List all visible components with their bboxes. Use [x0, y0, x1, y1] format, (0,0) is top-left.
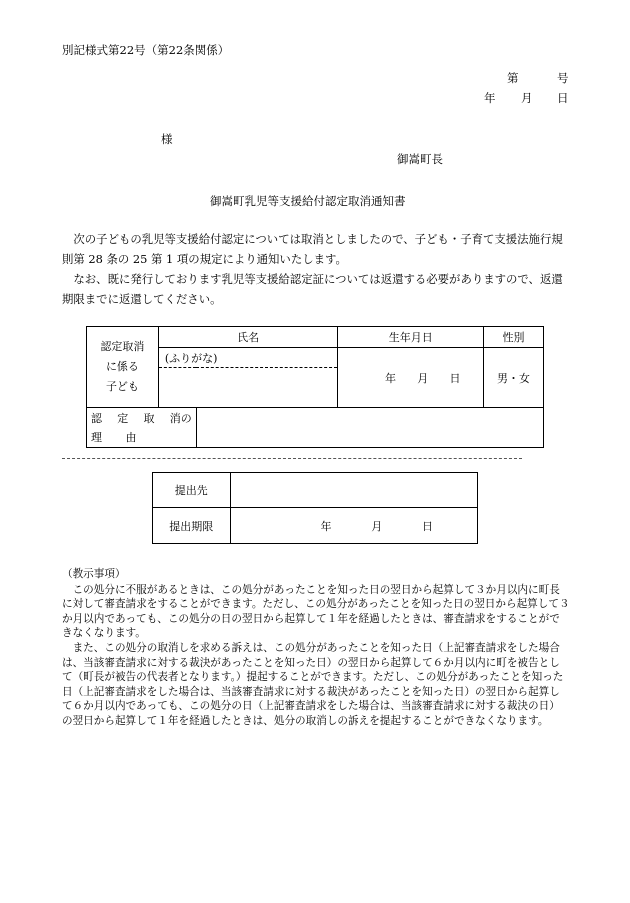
deadline-label: 提出期限 — [153, 508, 231, 544]
document-title: 御嵩町乳児等支援給付認定取消通知書 — [210, 194, 406, 208]
dest-label: 提出先 — [153, 473, 231, 508]
birth-month-unit: 月 — [417, 371, 429, 385]
cut-line — [62, 458, 522, 459]
deadline-month-unit: 月 — [371, 519, 383, 533]
dest-value-cell — [230, 473, 477, 508]
number-prefix: 第 — [507, 71, 519, 85]
body-text — [62, 229, 570, 309]
birth-year-unit: 年 — [384, 371, 396, 385]
child-row-header: 認定取消 に係る 子ども — [87, 327, 159, 408]
number-suffix: 号 — [557, 71, 569, 85]
sex-value: 男・女 — [484, 348, 544, 408]
notice-paragraph-1: この処分に不服があるときは、この処分があったことを知った日の翌日から起算して３か月以内に町長に対して審査請求をすることができます。ただし、この処分があったことを知った日の翌日から起算して３か月以内であっても、この処分の日の翌日から起算して１年を経過したときは、審査請求をすることができなくなります。 — [62, 583, 570, 640]
birth-day-unit: 日 — [449, 371, 461, 385]
child-table — [86, 326, 544, 448]
date-year: 年 — [484, 91, 496, 105]
col-birth-header: 生年月日 — [338, 327, 484, 348]
date-month: 月 — [521, 91, 533, 105]
notice-heading: （教示事項） — [62, 568, 126, 580]
deadline-value-cell — [230, 508, 477, 544]
body-paragraph-1: 次の子どもの乳児等支援給付認定については取消としましたので、子ども・子育て支援法施行規則第 28 条の 25 第 1 項の規定により通知いたします。 — [62, 232, 563, 266]
col-sex-header: 性別 — [484, 327, 544, 348]
sender-name: 御嵩町長 — [397, 152, 443, 166]
child-name-cell — [158, 368, 337, 408]
deadline-day-unit: 日 — [421, 519, 433, 533]
date-day: 日 — [557, 91, 569, 105]
birth-date-cell — [338, 348, 484, 408]
reason-value-cell — [196, 408, 543, 448]
furigana-cell — [158, 348, 337, 368]
notice-paragraph-2: また、この処分の取消しを求める訴えは、この処分があったことを知った日（上記審査請求をした場合は、当該審査請求に対する裁決があったことを知った日）の翌日から起算して６か月以内に町を被告として（町長が被告の代表者となります。）提起することができます。ただし、この処分があったことを知った日（上記審査請求をした場合は、当該審査請求に対する裁決があったことを知った日）の翌日から起算して６か月以内であっても、この処分の日（上記審査請求をした場合は、当該審査請求に対する裁決の日）の翌日から起算して１年を経過したときは、処分の取消しの訴えを提起することができなくなります。 — [62, 641, 564, 727]
col-name-header: 氏名 — [158, 327, 337, 348]
deadline-year-unit: 年 — [320, 519, 332, 533]
addressee-suffix: 様 — [161, 132, 173, 146]
submit-table — [152, 472, 478, 544]
reason-header: 認 定 取 消の 理 由 — [87, 408, 197, 448]
notice-section — [62, 567, 570, 729]
furigana-label: (ふりがな) — [164, 351, 218, 365]
form-label: 別記様式第22号（第22条関係） — [62, 43, 230, 57]
body-paragraph-2: なお、既に発行しております乳児等支援給認定証については返還する必要がありますので、返還期限までに返還してください。 — [62, 272, 563, 306]
